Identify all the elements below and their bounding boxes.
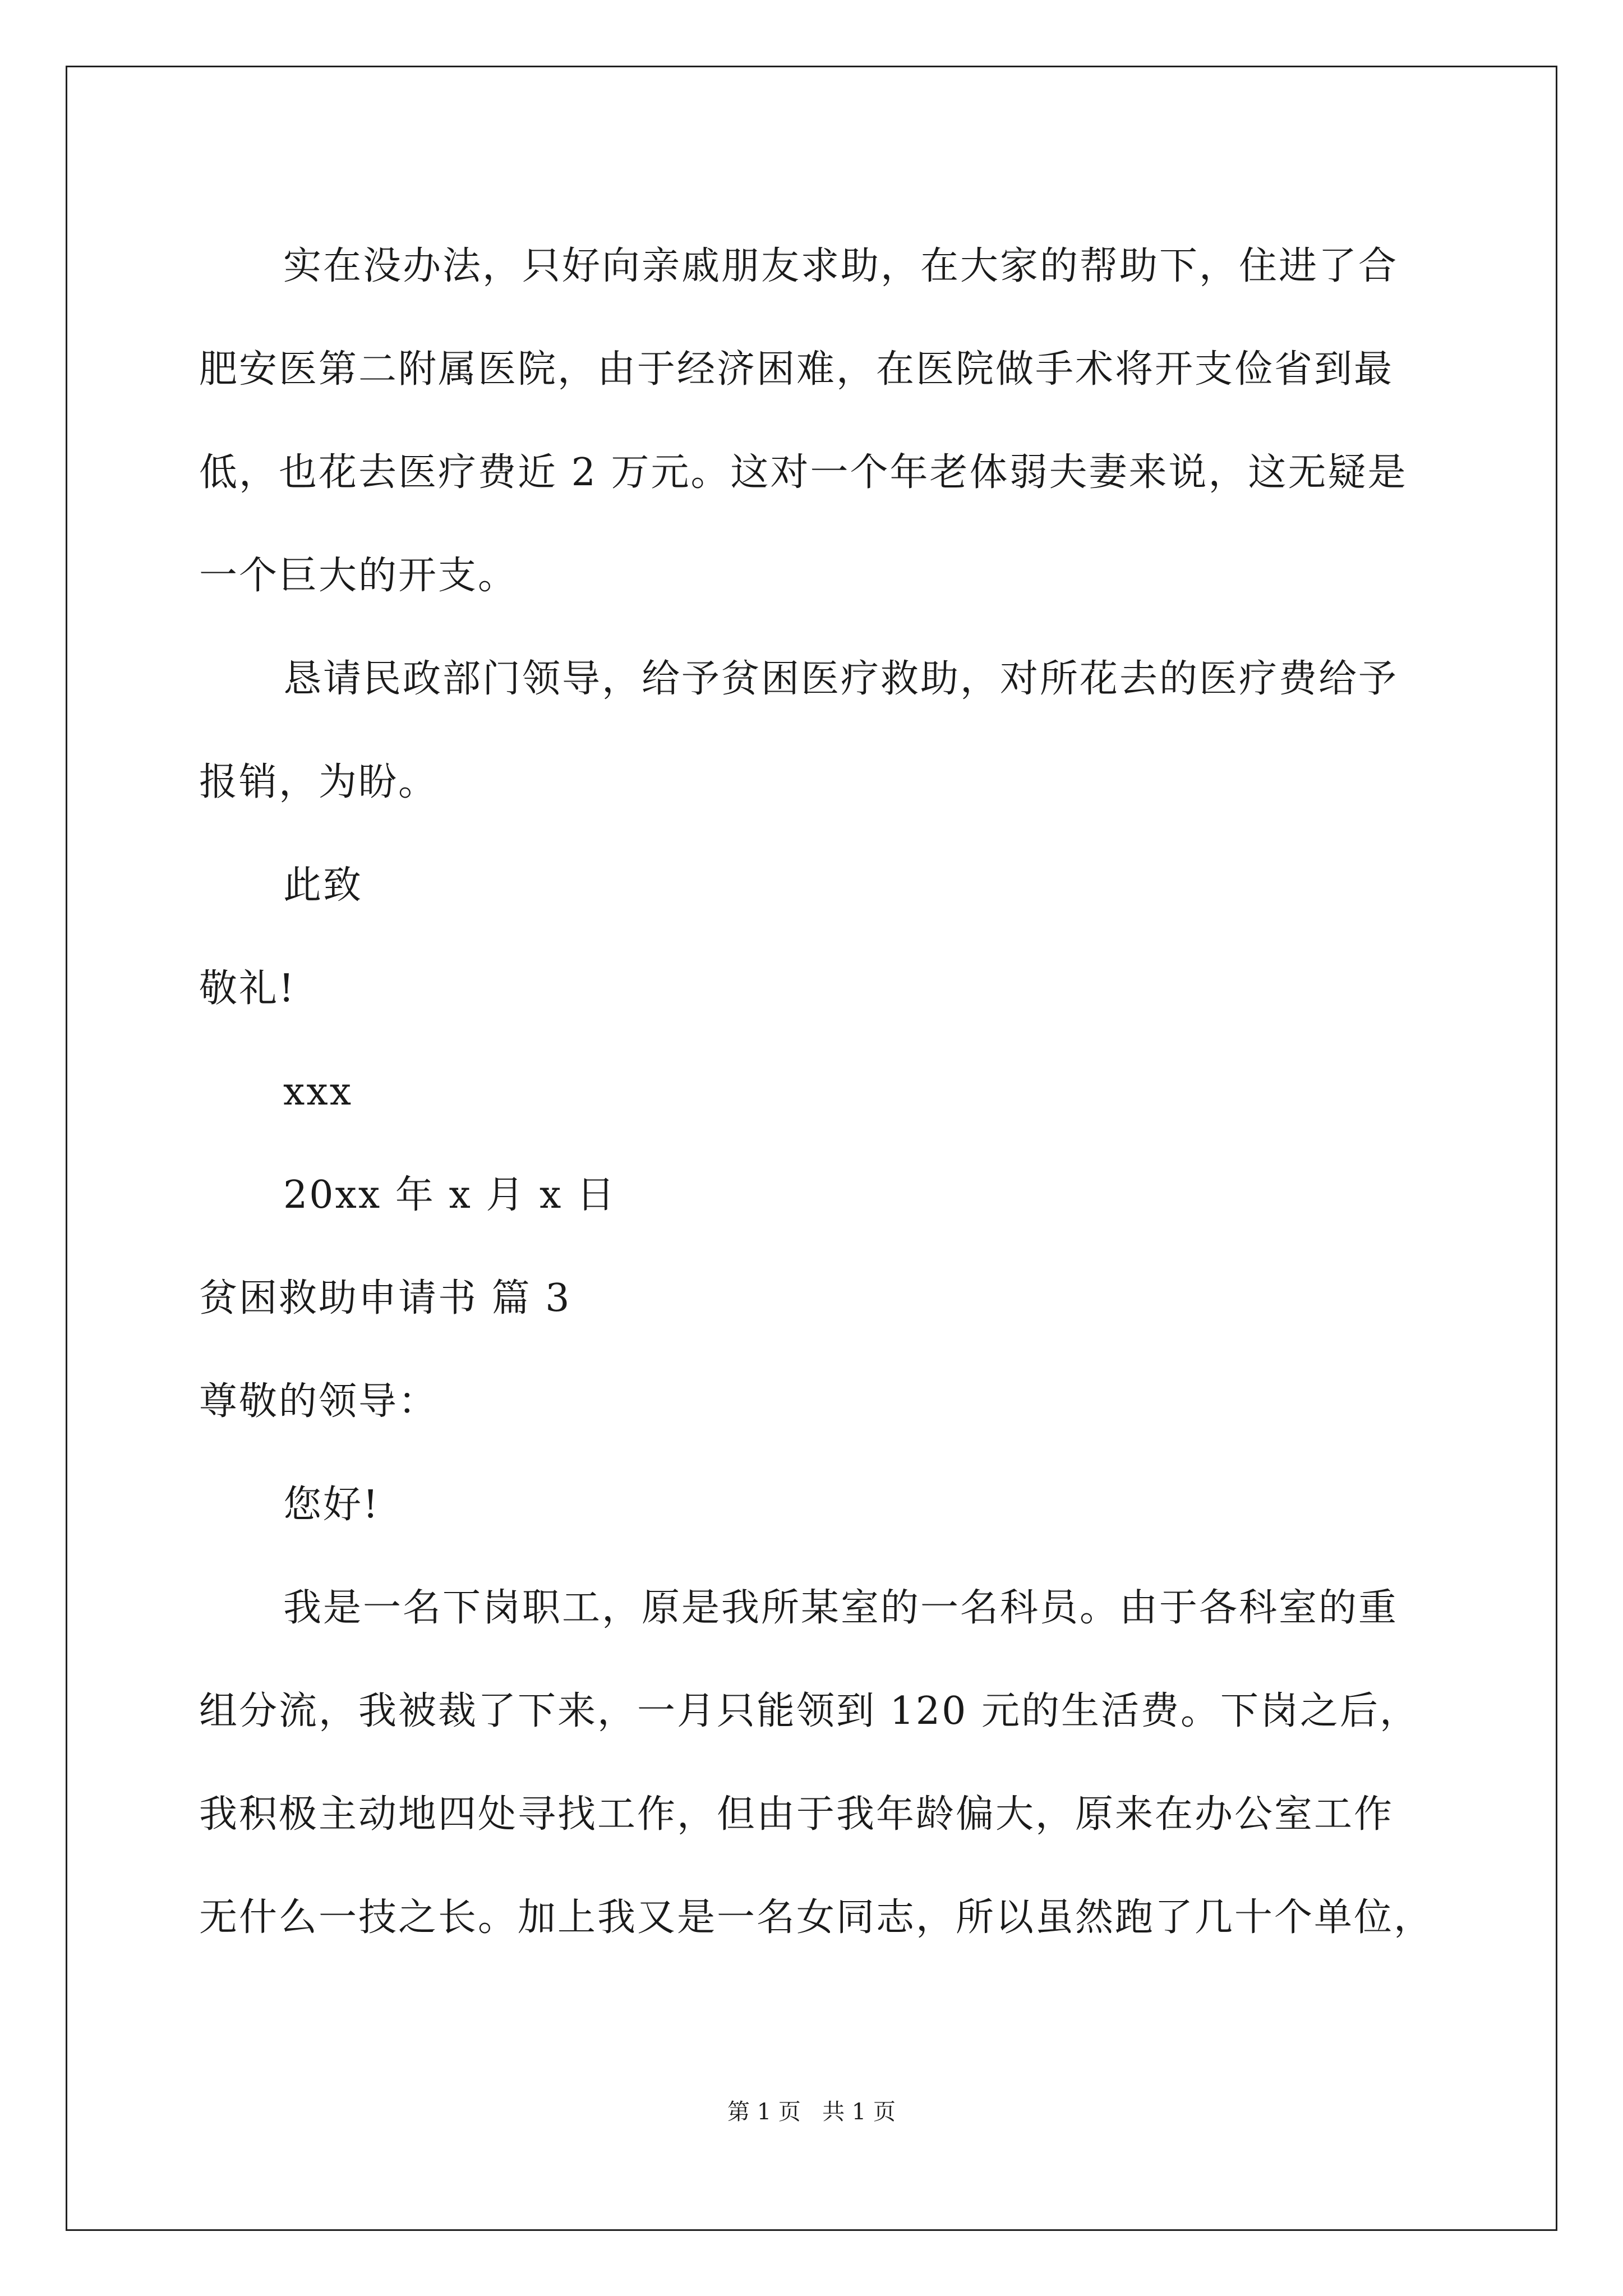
paragraph-line: 一个巨大的开支。 [199,554,518,598]
document-body [199,215,1461,1970]
paragraph-line: 我是一名下岗职工，原是我所某室的一名科员。由于各科室的重 [283,1586,1399,1630]
paragraph-line: 无什么一技之长。加上我又是一名女同志，所以虽然跑了几十个单位， [199,1895,1434,1940]
paragraph-line: 恳请民政部门领导，给予贫困医疗救助，对所花去的医疗费给予 [283,657,1399,701]
paragraph-line: 组分流，我被裁了下来，一月只能领到 120 元的生活费。下岗之后， [199,1689,1420,1733]
paragraph-line: 报销，为盼。 [199,760,439,804]
paragraph-line: 低，也花去医疗费近 2 万元。这对一个年老体弱夫妻来说，这无疑是 [199,450,1408,495]
paragraph-line: 肥安医第二附属医院，由于经济困难，在医院做手术将开支俭省到最 [199,347,1394,392]
paragraph-line: 我积极主动地四处寻找工作，但由于我年龄偏大，原来在办公室工作 [199,1792,1394,1837]
closing-respect: 敬礼! [199,967,296,1011]
page-number-footer: 第 1 页 共 1 页 [727,2099,896,2125]
letter-greeting: 尊敬的领导： [199,1379,439,1424]
letter-hello: 您好! [283,1483,380,1527]
closing-salutation: 此致 [283,863,363,908]
signature-name: xxx [283,1070,353,1114]
paragraph-line: 实在没办法，只好向亲戚朋友求助，在大家的帮助下，住进了合 [283,244,1399,288]
section-title: 贫困救助申请书 篇 3 [199,1276,571,1320]
signature-date: 20xx 年 x 月 x 日 [283,1173,617,1217]
